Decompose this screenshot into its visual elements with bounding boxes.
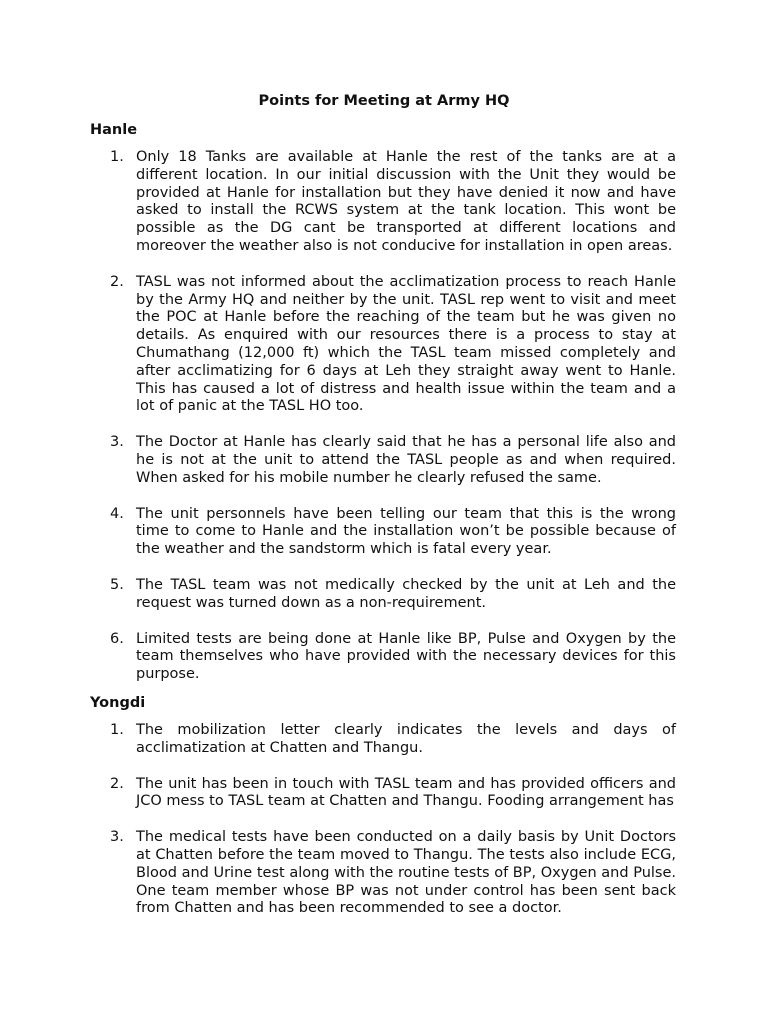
section-heading-hanle: Hanle [90, 122, 138, 138]
item-text: The mobilization letter clearly indicates the levels and days of acclimatization at Chatten and Thangu. [136, 722, 676, 756]
list-item [0, 776, 768, 812]
item-number: 2. [110, 775, 124, 792]
list-item [0, 829, 768, 918]
list-item [0, 149, 768, 256]
item-text: The TASL team was not medically checked by the unit at Leh and the request was turned down as a non-requirement. [136, 576, 676, 611]
document-title: Points for Meeting at Army HQ [258, 93, 510, 109]
item-number: 2. [110, 273, 124, 290]
section-heading-yongdi: Yongdi [90, 695, 146, 711]
item-text: TASL was not informed about the acclimatization process to reach Hanle by the Army HQ and neither by the unit. TASL rep went to visit and meet the POC at Hanle before the reaching of the team but he was given no details. As enquired with our resources there is a process to stay at Chumathang (12,000 ft) which the TASL team missed completely and after acclimatizing for 6 days at Leh they straight away went to Hanle. This has caused a lot of distress and health issue within the team and a lot of panic at the TASL HO too. [136, 273, 676, 415]
item-number: 4. [110, 505, 124, 522]
list-item [0, 506, 768, 559]
item-number: 6. [110, 630, 124, 647]
list-item [0, 631, 768, 684]
item-number: 5. [110, 576, 124, 593]
item-text: The unit has been in touch with TASL team and has provided officers and JCO mess to TASL team at Chatten and Thangu. Fooding arrangement has [136, 775, 676, 810]
item-number: 3. [110, 829, 124, 846]
list-item [0, 577, 768, 613]
list-item [0, 434, 768, 487]
item-text: The Doctor at Hanle has clearly said that he has a personal life also and he is not at the unit to attend the TASL people as and when required. When asked for his mobile number he clearly refused the same. [136, 434, 676, 486]
item-text: The unit personnels have been telling our team that this is the wrong time to come to Hanle and the installation won’t be possible because of the weather and the sandstorm which is fatal every year. [136, 505, 676, 558]
item-number: 3. [110, 434, 124, 451]
list-item [0, 274, 768, 416]
list-item [0, 722, 768, 758]
item-text: Only 18 Tanks are available at Hanle the rest of the tanks are at a different location. In our initial discussion with the Unit they would be provided at Hanle for installation but they have denied it now and have asked to install the RCWS system at the tank location. This wont be possible as the DG cant be transported at different locations and moreover the weather also is not conducive for installation in open areas. [136, 149, 676, 254]
hanle-points-list [0, 149, 768, 702]
yongdi-points-list [0, 722, 768, 936]
item-text: The medical tests have been conducted on a daily basis by Unit Doctors at Chatten before the team moved to Thangu. The tests also include ECG, Blood and Urine test along with the routine tests of BP, Oxygen and Pulse. One team member whose BP was not under control has been sent back from Chatten and has been recommended to see a doctor. [136, 829, 676, 917]
item-number: 1. [110, 149, 124, 165]
item-text: Limited tests are being done at Hanle like BP, Pulse and Oxygen by the team themselves who have provided with the necessary devices for this purpose. [136, 630, 676, 683]
item-number: 1. [110, 722, 124, 738]
